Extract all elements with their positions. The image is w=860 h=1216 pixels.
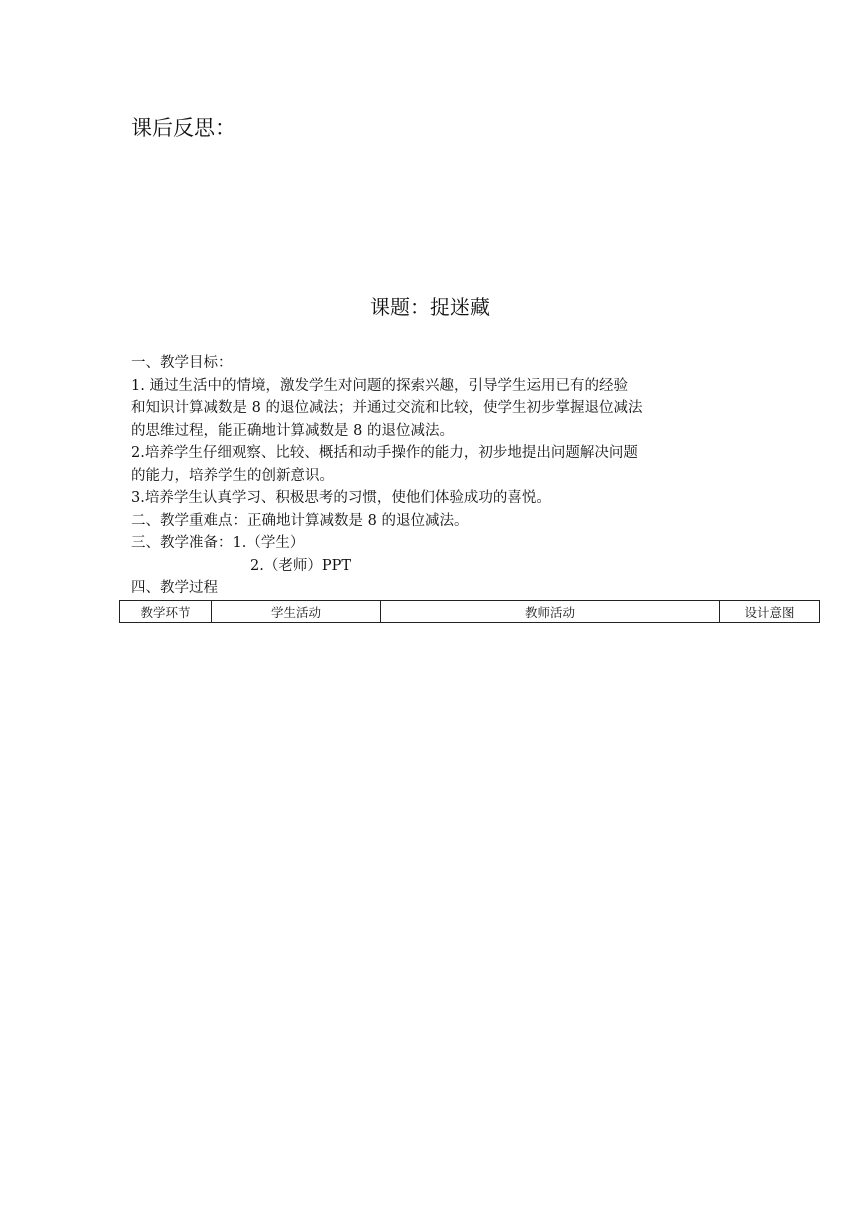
reflection-heading: 课后反思： [131,116,236,140]
column-header-student-activity: 学生活动 [212,601,381,623]
column-header-design-intent: 设计意图 [720,601,820,623]
objective-2-line-2: 的能力，培养学生的创新意识。 [131,467,334,484]
process-table [119,600,820,623]
objectives-heading: 一、教学目标： [131,355,233,371]
objective-1-line-3: 的思维过程，能正确地计算减数是 8 的退位减法。 [131,422,454,439]
objective-3-line-1: 3.培养学生认真学习、积极思考的习惯，使他们体验成功的喜悦。 [131,490,551,506]
objective-2-line-1: 2.培养学生仔细观察、比较、概括和动手操作的能力，初步地提出问题解决问题 [131,445,638,461]
column-header-stage: 教学环节 [120,601,212,623]
key-points: 二、教学重难点：正确地计算减数是 8 的退位减法。 [131,512,469,529]
objective-1-line-2: 和知识计算减数是 8 的退位减法；并通过交流和比较，使学生初步掌握退位减法 [131,400,643,416]
table-header-row [120,601,820,623]
column-header-teacher-activity: 教师活动 [381,601,720,623]
lesson-title: 课题：捉迷藏 [370,295,490,319]
preparation-line-1: 三、教学准备：1.（学生） [131,535,305,551]
process-heading: 四、教学过程 [131,580,218,596]
objective-1-line-1: 1. 通过生活中的情境，激发学生对问题的探索兴趣，引导学生运用已有的经验 [131,377,628,394]
lesson-body [131,352,741,600]
preparation-line-2: 2.（老师）PPT [250,557,352,574]
